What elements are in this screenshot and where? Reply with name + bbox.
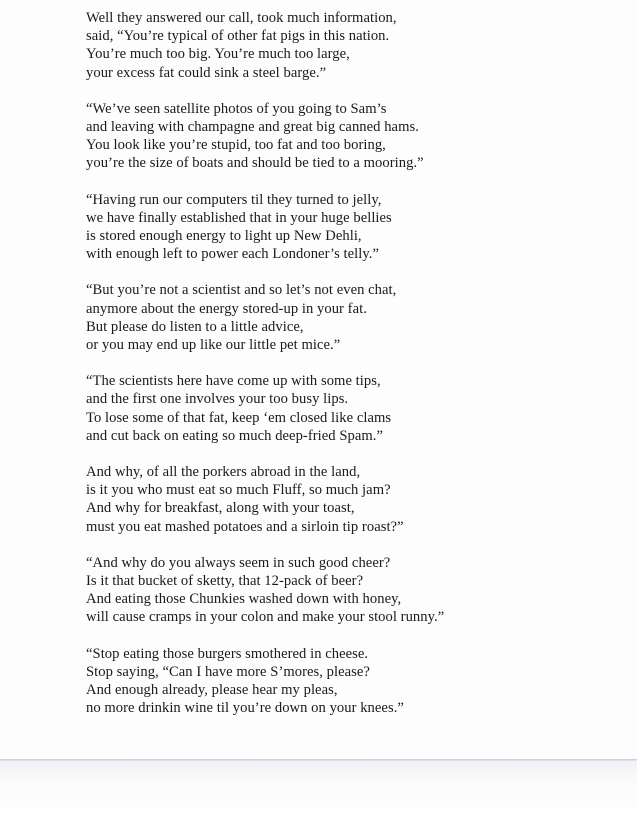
poem-line: with enough left to power each Londoner’s telly.” bbox=[86, 246, 380, 263]
poem-line: And why, of all the porkers abroad in the land, bbox=[86, 464, 361, 481]
stanza-8 bbox=[86, 645, 606, 718]
poem-line: will cause cramps in your colon and make your stool runny.” bbox=[86, 609, 445, 626]
stanza-7 bbox=[86, 554, 606, 627]
poem-line: we have finally established that in your huge bellies bbox=[86, 209, 392, 226]
poem-line: “The scientists here have come up with some tips, bbox=[86, 373, 381, 390]
poem-line: is stored enough energy to light up New Dehli, bbox=[86, 228, 362, 245]
poem-line: and cut back on eating so much deep-fried Spam.” bbox=[86, 427, 384, 444]
poem-line: But please do listen to a little advice, bbox=[86, 318, 304, 335]
stanza-3 bbox=[86, 191, 606, 264]
poem-line: anymore about the energy stored-up in your fat. bbox=[86, 300, 367, 317]
poem-line: Well they answered our call, took much information, bbox=[86, 10, 397, 26]
poem-line: To lose some of that fat, keep ‘em closed like clams bbox=[86, 409, 392, 426]
poem-line: Stop saying, “Can I have more S’mores, please? bbox=[86, 663, 370, 680]
stanza-1 bbox=[86, 9, 606, 82]
poem-line: is it you who must eat so much Fluff, so much jam? bbox=[86, 482, 391, 499]
poem-line: And why for breakfast, along with your toast, bbox=[86, 500, 355, 517]
poem-line: or you may end up like our little pet mice.” bbox=[86, 337, 341, 354]
poem-line: “And why do you always seem in such good cheer? bbox=[86, 554, 391, 571]
stanza-5 bbox=[86, 372, 606, 445]
poem-line: you’re the size of boats and should be tied to a mooring.” bbox=[86, 155, 424, 172]
stanza-6 bbox=[86, 463, 606, 536]
poem-line: no more drinkin wine til you’re down on your knees.” bbox=[86, 700, 404, 717]
poem-line: said, “You’re typical of other fat pigs in this nation. bbox=[86, 28, 390, 45]
poem-line: “But you’re not a scientist and so let’s not even chat, bbox=[86, 282, 397, 299]
stanza-2 bbox=[86, 100, 606, 173]
poem-line: Is it that bucket of sketty, that 12-pack of beer? bbox=[86, 573, 364, 590]
poem-line: “We’ve seen satellite photos of you going to Sam’s bbox=[86, 100, 387, 117]
poem-line: “Stop eating those burgers smothered in cheese. bbox=[86, 645, 369, 662]
poem-body bbox=[86, 9, 606, 736]
poem-line: your excess fat could sink a steel barge.” bbox=[86, 64, 327, 81]
poem-line: You’re much too big. You’re much too large, bbox=[86, 46, 350, 63]
poem-line: and the first one involves your too busy lips. bbox=[86, 391, 349, 408]
poem-line: And eating those Chunkies washed down with honey, bbox=[86, 591, 402, 608]
poem-line: And enough already, please hear my pleas, bbox=[86, 682, 338, 699]
poem-line: “Having run our computers til they turned to jelly, bbox=[86, 191, 382, 208]
stanza-4 bbox=[86, 281, 606, 354]
poem-line: You look like you’re stupid, too fat and too boring, bbox=[86, 137, 386, 154]
scan-bottom-margin bbox=[0, 762, 637, 825]
poem-line: must you eat mashed potatoes and a sirloin tip roast?” bbox=[86, 518, 404, 535]
poem-line: and leaving with champagne and great big canned hams. bbox=[86, 119, 419, 136]
